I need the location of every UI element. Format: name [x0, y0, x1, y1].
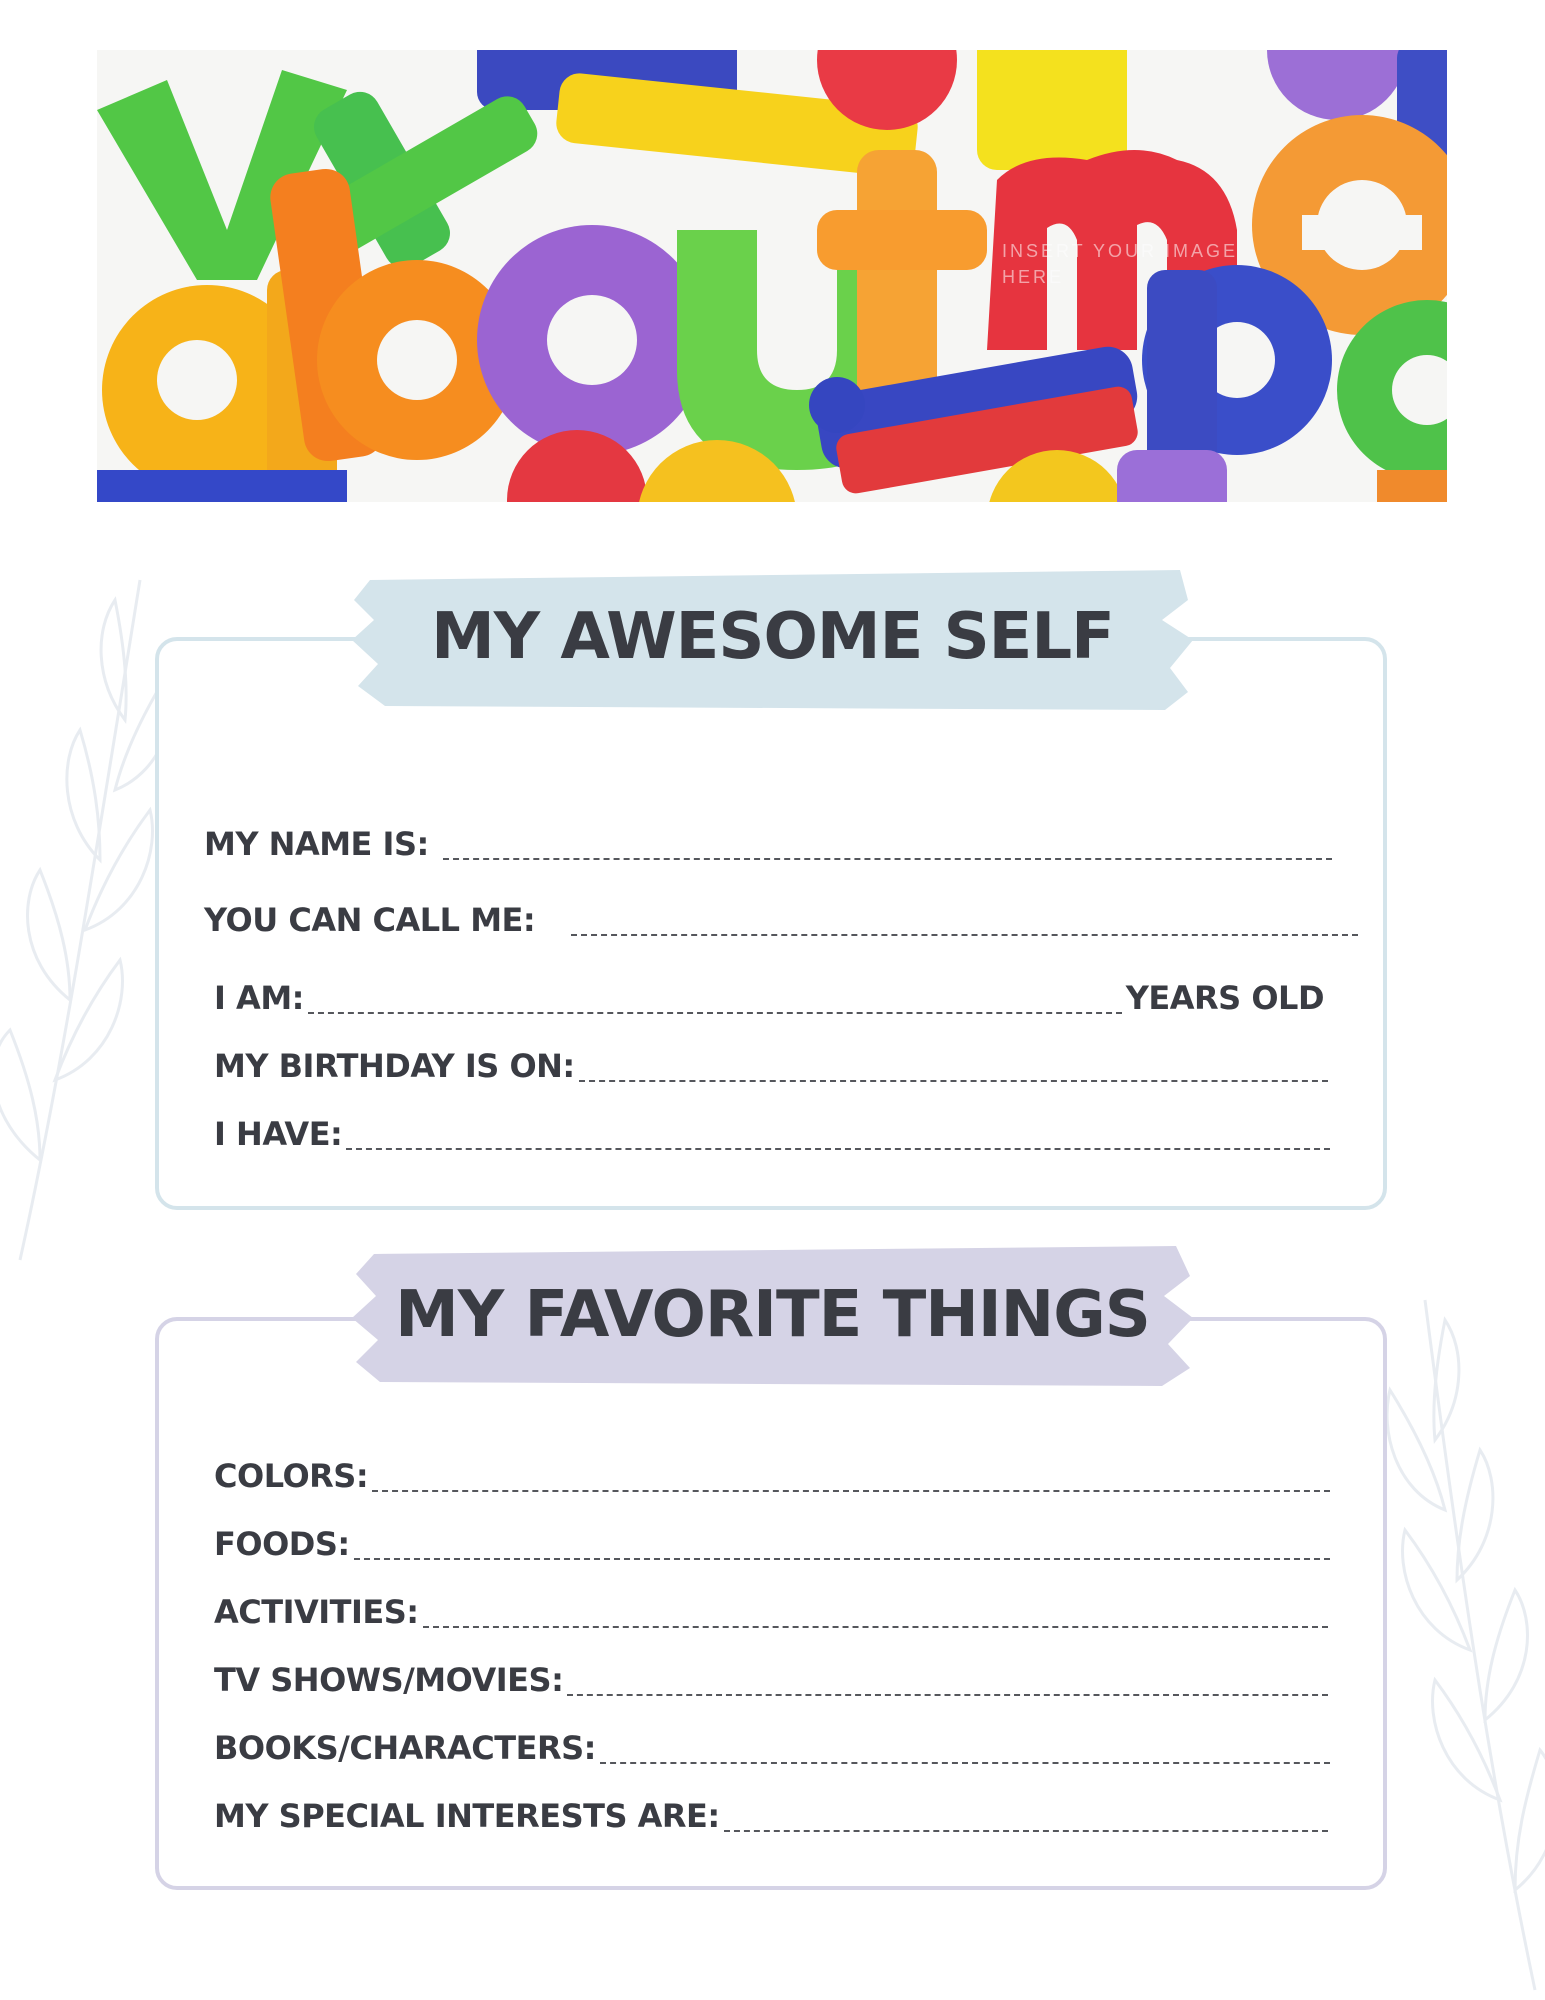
letters-illustration	[97, 50, 1447, 502]
birthday-label: MY BIRTHDAY IS ON:	[214, 1047, 575, 1085]
have-input-line[interactable]	[346, 1148, 1330, 1150]
foods-input-line[interactable]	[354, 1558, 1330, 1560]
image-placeholder-text: INSERT YOUR IMAGE HERE	[1002, 241, 1239, 287]
have-field[interactable]	[214, 1116, 1330, 1152]
birthday-field[interactable]	[214, 1048, 1328, 1084]
interests-input-line[interactable]	[724, 1830, 1328, 1832]
activities-field[interactable]	[214, 1594, 1328, 1630]
tv-shows-label: TV SHOWS/MOVIES:	[214, 1661, 564, 1699]
books-label: BOOKS/CHARACTERS:	[214, 1729, 596, 1767]
name-input-line[interactable]	[443, 858, 1332, 860]
name-field[interactable]	[204, 826, 1332, 862]
nickname-field[interactable]	[204, 902, 1358, 938]
books-input-line[interactable]	[600, 1762, 1330, 1764]
colors-label: COLORS:	[214, 1457, 369, 1495]
books-field[interactable]	[214, 1730, 1330, 1766]
interests-field[interactable]	[214, 1798, 1328, 1834]
have-label: I HAVE:	[214, 1115, 343, 1153]
favorite-things-title: MY FAVORITE THINGS	[395, 1278, 1150, 1352]
age-input-line[interactable]	[308, 1012, 1122, 1014]
foods-field[interactable]	[214, 1526, 1330, 1562]
nickname-label: YOU CAN CALL ME:	[204, 901, 536, 939]
leaf-decoration-right	[1365, 1280, 1545, 2000]
colors-field[interactable]	[214, 1458, 1330, 1494]
tv-shows-field[interactable]	[214, 1662, 1328, 1698]
colors-input-line[interactable]	[372, 1490, 1330, 1492]
activities-input-line[interactable]	[423, 1626, 1328, 1628]
age-label: I AM:	[214, 979, 304, 1017]
age-field[interactable]	[214, 980, 1324, 1016]
nickname-input-line[interactable]	[571, 934, 1358, 936]
name-label: MY NAME IS:	[204, 825, 429, 863]
awesome-self-title: MY AWESOME SELF	[431, 600, 1114, 674]
tv-shows-input-line[interactable]	[567, 1694, 1328, 1696]
interests-label: MY SPECIAL INTERESTS ARE:	[214, 1797, 720, 1835]
birthday-input-line[interactable]	[579, 1080, 1328, 1082]
foods-label: FOODS:	[214, 1525, 350, 1563]
activities-label: ACTIVITIES:	[214, 1593, 419, 1631]
age-suffix: YEARS OLD	[1125, 979, 1324, 1017]
banner-image[interactable]	[97, 50, 1447, 502]
